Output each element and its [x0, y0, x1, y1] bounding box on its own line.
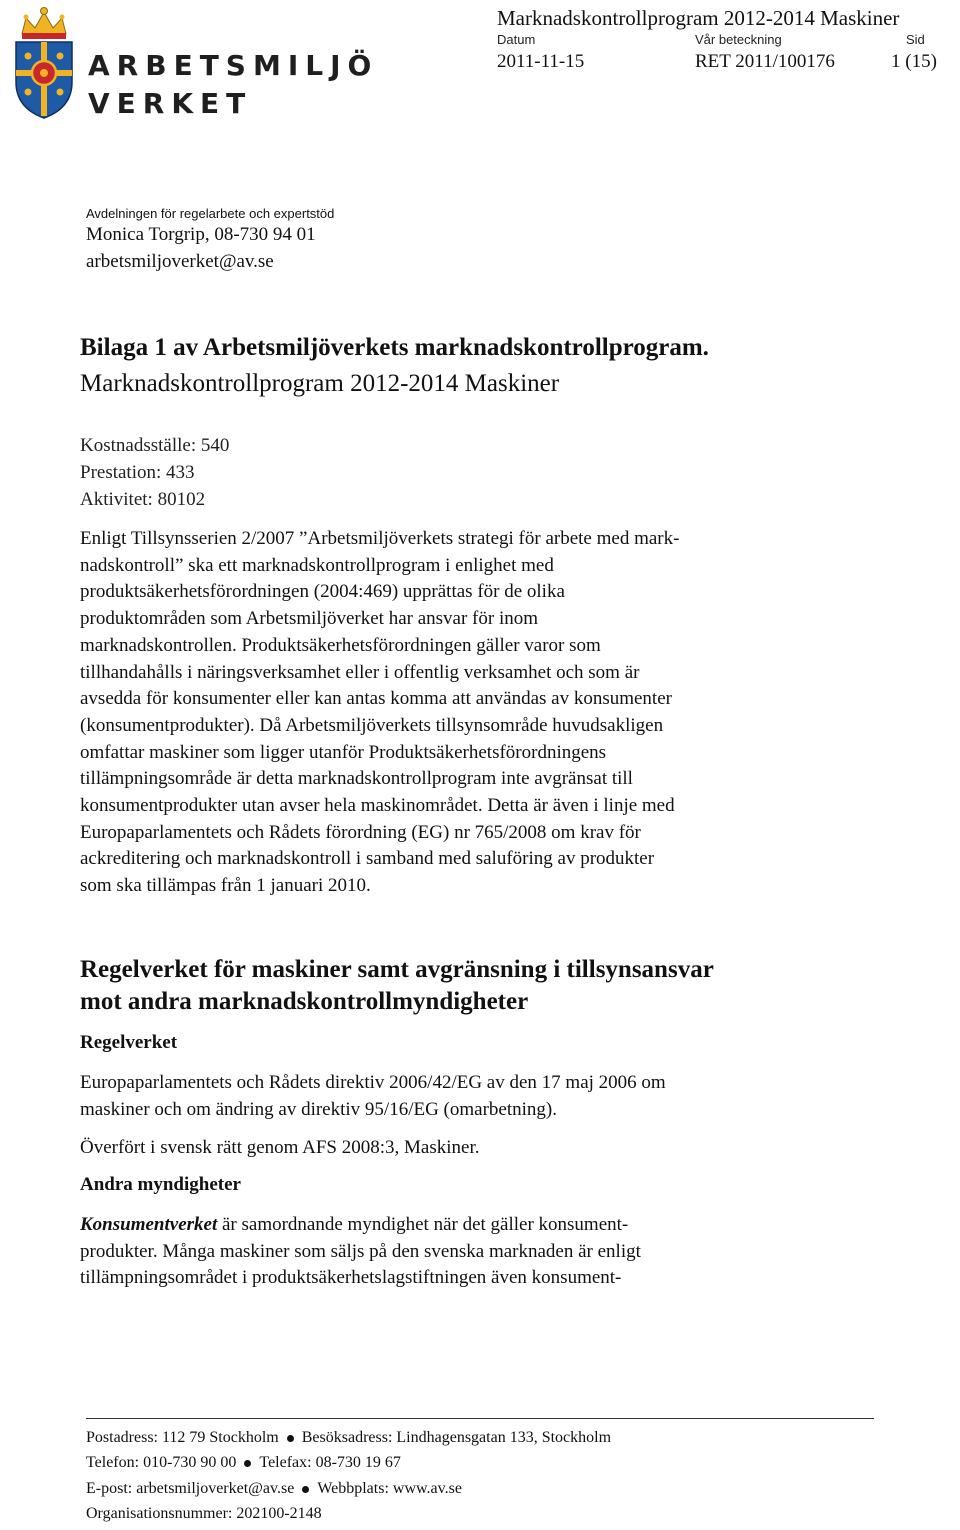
bullet-icon [302, 1486, 309, 1493]
transposition-paragraph: Överfört i svensk rätt genom AFS 2008:3, Maskiner. [80, 1137, 480, 1158]
page-value: 1 (15) [891, 51, 937, 72]
contact-person: Monica Torgrip, 08-730 94 01 [86, 224, 316, 245]
intro-line: nadskontroll” ska ett marknadskontrollprogram i enlighet med [80, 554, 554, 576]
subheading-andra-myndigheter: Andra myndigheter [80, 1174, 241, 1195]
intro-line: ackreditering och marknadskontroll i samband med saluföring av produkter [80, 848, 655, 870]
reference-label: Vår beteckning [695, 32, 782, 47]
intro-line: produktsäkerhetsförordningen (2004:469) upprättas för de olika [80, 581, 565, 603]
intro-line: konsumentprodukter utan avser hela maskinområdet. Detta är även i linje med [80, 795, 675, 817]
cost-center: Kostnadsställe: 540 [80, 435, 230, 456]
subheading-regelverket: Regelverket [80, 1032, 178, 1053]
activity: Aktivitet: 80102 [80, 489, 206, 510]
page-label: Sid [906, 32, 925, 47]
department: Avdelningen för regelarbete och expertstöd [86, 206, 335, 221]
section-heading [80, 954, 714, 1018]
intro-line: som ska tillämpas från 1 januari 2010. [80, 875, 371, 897]
authority-line: produkter. Många maskiner som säljs på den svenska marknaden är enligt [80, 1240, 641, 1262]
directive-paragraph [80, 1070, 880, 1123]
intro-line: Enligt Tillsynsserien 2/2007 ”Arbetsmiljöverkets strategi för arbete med mark- [80, 528, 680, 549]
intro-line: produktområden som Arbetsmiljöverket har ansvar för inom [80, 608, 539, 630]
footer-phone: Telefon: 010-730 90 00 [86, 1454, 237, 1471]
directive-line: Europaparlamentets och Rådets direktiv 2006/42/EG av den 17 maj 2006 om [80, 1072, 666, 1093]
intro-line: Europaparlamentets och Rådets förordning (EG) nr 765/2008 om krav för [80, 821, 641, 843]
authority-name: Konsumentverket [80, 1214, 218, 1235]
footer-web: Webbplats: www.av.se [317, 1480, 462, 1497]
authority-line: tillämpningsområdet i produktsäkerhetslagstiftningen även konsument- [80, 1267, 622, 1289]
intro-line: tillämpningsområde är detta marknadskontrollprogram inte avgränsat till [80, 768, 633, 790]
date-label: Datum [497, 32, 536, 47]
intro-line: marknadskontrollen. Produktsäkerhetsförordningen gäller varor som [80, 634, 601, 656]
footer-fax: Telefax: 08-730 19 67 [259, 1454, 401, 1471]
directive-line: maskiner och om ändring av direktiv 95/16/EG (omarbetning). [80, 1098, 557, 1120]
footer-web-line [86, 1480, 462, 1498]
header-title: Marknadskontrollprogram 2012-2014 Maskiner [497, 6, 900, 30]
footer-divider [86, 1418, 874, 1419]
footer-address-line [86, 1429, 611, 1447]
intro-line: tillhandahålls i näringsverksamhet eller i offentlig verksamhet och som är [80, 661, 640, 683]
performance: Prestation: 433 [80, 462, 195, 483]
date-value: 2011-11-15 [497, 51, 585, 72]
footer-org-number: Organisationsnummer: 202100-2148 [86, 1505, 322, 1522]
section-heading-line: Regelverket för maskiner samt avgränsning i tillsynsansvar [80, 956, 714, 983]
intro-line: (konsumentprodukter). Då Arbetsmiljöverkets tillsynsområde huvudsakligen [80, 714, 664, 736]
logo-word-line2: VERKET [88, 87, 253, 120]
agency-logo [8, 4, 379, 124]
authority-paragraph [80, 1212, 880, 1292]
intro-paragraph [80, 526, 880, 900]
document-title: Bilaga 1 av Arbetsmiljöverkets marknadskontrollprogram. [80, 334, 709, 361]
contact-email: arbetsmiljoverket@av.se [86, 251, 274, 272]
reference-value: RET 2011/100176 [695, 51, 835, 72]
intro-line: avsedda för konsumenter eller kan antas komma att användas av konsumenter [80, 688, 672, 710]
logo-word-line1: ARBETSMILJÖ [88, 49, 379, 82]
footer-email: E-post: arbetsmiljoverket@av.se [86, 1480, 295, 1497]
bullet-icon [244, 1460, 251, 1467]
footer-postal: Postadress: 112 79 Stockholm [86, 1429, 279, 1446]
section-heading-line: mot andra marknadskontrollmyndigheter [80, 988, 529, 1015]
document-subtitle: Marknadskontrollprogram 2012-2014 Maskiner [80, 370, 560, 397]
authority-line [80, 1212, 880, 1239]
footer-visit: Besöksadress: Lindhagensgatan 133, Stockholm [301, 1429, 612, 1446]
bullet-icon [287, 1435, 294, 1442]
intro-line: omfattar maskiner som ligger utanför Produktsäkerhetsförordningens [80, 741, 607, 763]
authority-line-rest: är samordnande myndighet när det gäller konsument- [217, 1214, 629, 1235]
footer-phone-line [86, 1454, 401, 1472]
crest-icon [8, 4, 80, 122]
